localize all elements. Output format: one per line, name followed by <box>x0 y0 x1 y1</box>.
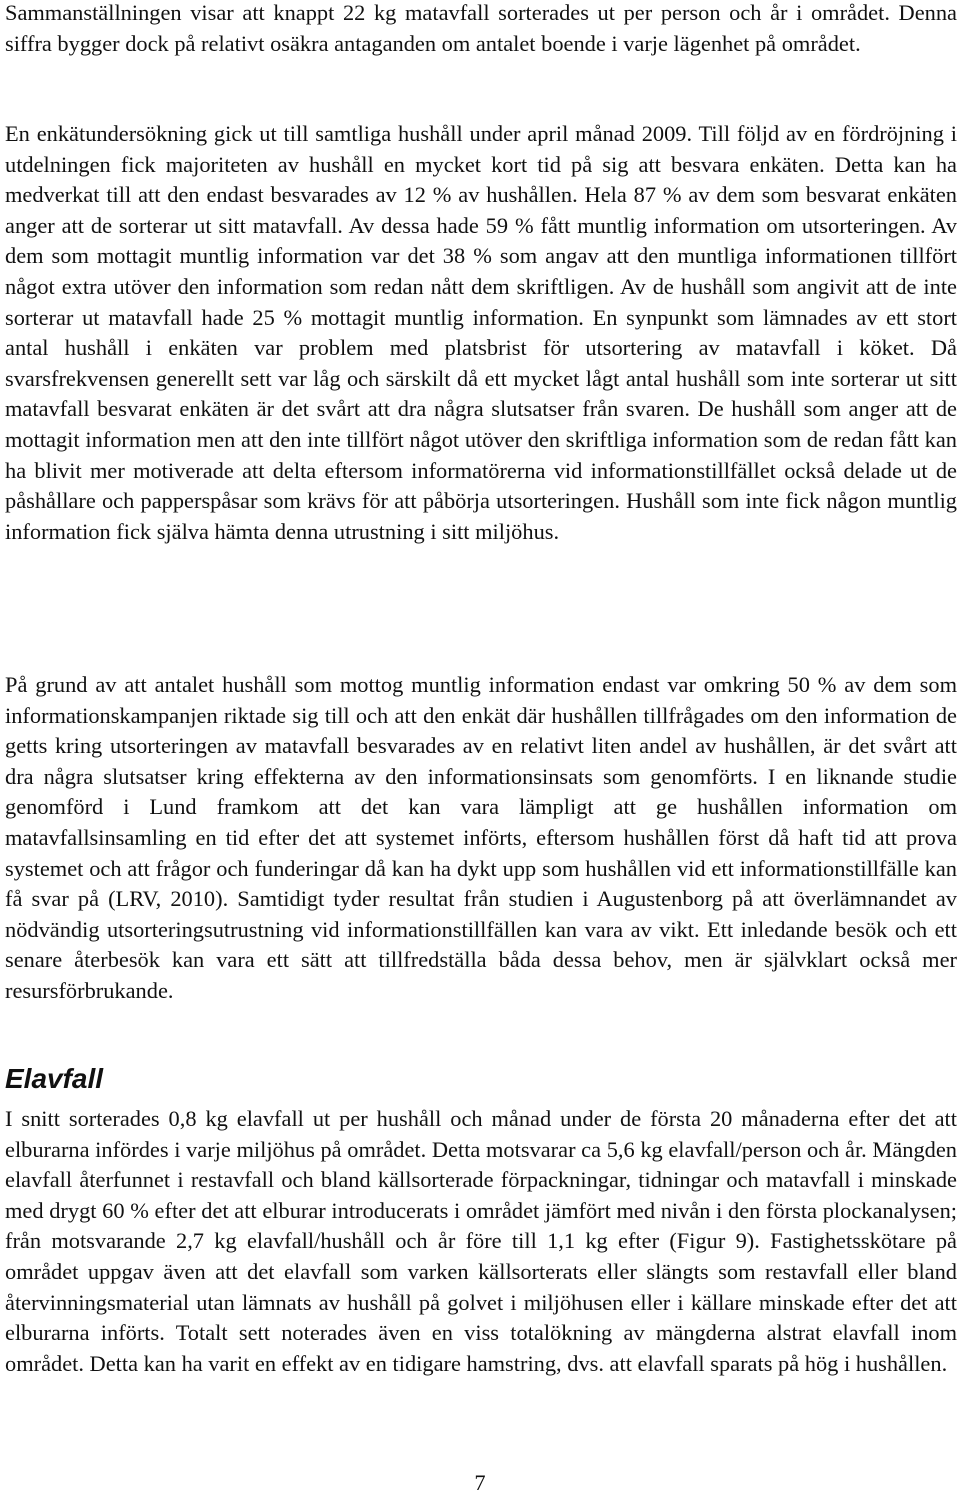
paragraph-survey: En enkätundersökning gick ut till samtliga hushåll under april månad 2009. Till följd av en fördröjning i utdelningen fick majoriteten av hushåll en mycket kort tid på sig att besvara enkäten. Detta kan ha medverkat till att den endast besvarades av 12 % av hushållen. Hela 87 % av dem som besvarat enkäten anger att de sorterar ut sitt matavfall. Av dessa hade 59 % fått muntlig information om utsorteringen. Av dem som mottagit muntlig information var det 38 % som angav att den muntliga informationen tillfört något extra utöver den information som redan nått dem skriftligen. Av de hushåll som angivit att de inte sorterar ut matavfall hade 25 % mottagit muntlig information. En synpunkt som lämnades av ett stort antal hushåll i enkäten var problem med platsbrist för utsortering av matavfall i köket. Då svarsfrekvensen generellt sett var låg och särskilt då ett mycket lågt antal hushåll som inte sorterar ut sitt matavfall besvarat enkäten är det svårt att dra några slutsatser från svaren. De hushåll som anger att de mottagit information men att den inte tillfört något utöver den skriftliga information som de redan fått kan ha blivit mer motiverade att delta eftersom informatörerna vid informationstillfället också delade ut de påshållare och papperspåsar som krävs för att påbörja utsorteringen. Hushåll som inte fick någon muntlig information fick själva hämta denna utrustning i sitt miljöhus. <box>5 121 957 544</box>
paragraph-elavfall: I snitt sorterades 0,8 kg elavfall ut per hushåll och månad under de första 20 månaderna efter det att elburarna infördes i varje miljöhus på området. Detta motsvarar ca 5,6 kg elavfall/person och år. Mängden elavfall återfunnet i restavfall och bland källsorterade förpackningar, tidningar och matavfall i minskade med drygt 60 % efter det att elburar introducerats i området jämfört med nivån i den första plockanalysen; från motsvarande 2,7 kg elavfall/hushåll och år före till 1,1 kg efter (Figur 9). Fastighetsskötare på området uppgav även att det elavfall som varken källsorterats eller slängts som restavfall eller bland återvinningsmaterial utan lämnats av hushåll på golvet i miljöhusen eller i källare minskade efter det att elburarna införts. Totalt sett noterades även en viss totalökning av mängderna alstrat elavfall inom området. Detta kan ha varit en effekt av en tidigare hamstring, dvs. att elavfall sparats på hög i hushållen. <box>5 1106 957 1376</box>
page-number: 7 <box>474 1470 486 1495</box>
section-heading-elavfall: Elavfall <box>5 1063 104 1094</box>
paragraph-conclusions: På grund av att antalet hushåll som mottog muntlig information endast var omkring 50 % av dem som informationskampanjen riktade sig till och att den enkät där hushållen tillfrågades om den information de getts kring utsorteringen av matavfall besvarades av en relativt liten andel av hushållen, är det svårt att dra några slutsatser kring effekterna av den informationsinsats som genomförts. I en liknande studie genomförd i Lund framkom att det kan vara lämpligt att ge hushållen information om matavfallsinsamling en tid efter det att systemet införts, eftersom hushållen först då haft tid att prova systemet och att frågor och funderingar då kan ha dykt upp som hushållen vid ett informationstillfälle kan få svar på (LRV, 2010). Samtidigt tyder resultat från studien i Augustenborg på att överlämnandet av nödvändig utsorteringsutrustning vid informationstillfällen kan vara av vikt. Ett inledande besök och ett senare återbesök kan vara ett sätt att tillfredställa båda dessa behov, men är självklart också mer resursförbrukande. <box>5 672 957 1003</box>
paragraph-summary: Sammanställningen visar att knappt 22 kg matavfall sorterades ut per person och år i området. Denna siffra bygger dock på relativt osäkra antaganden om antalet boende i varje lägenhet på området. <box>5 0 957 56</box>
